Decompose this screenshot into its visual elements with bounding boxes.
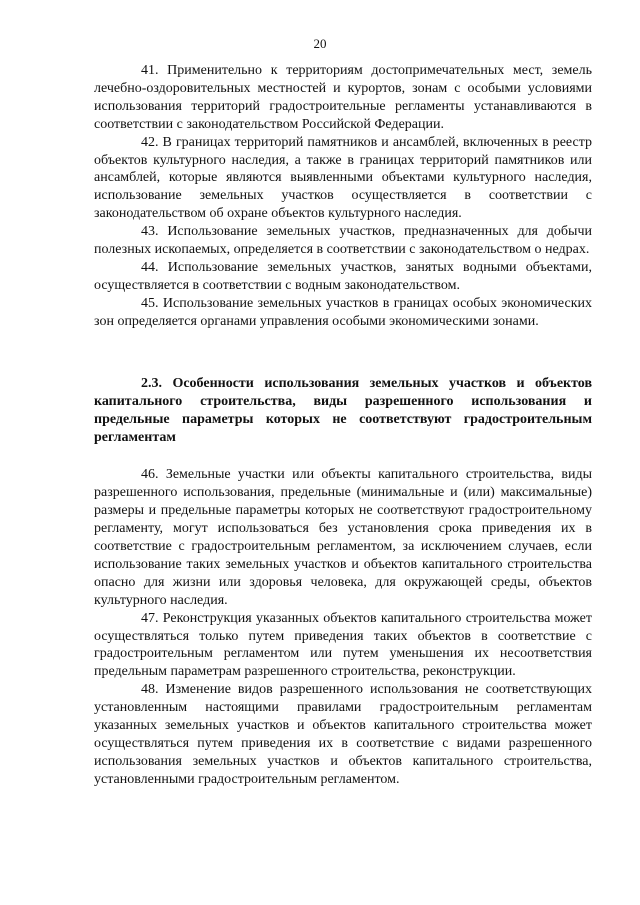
paragraph-47: 47. Реконструкция указанных объектов капитального строительства может осуществляться только путем приведения таких объектов в соответствие с градостроительным регламентом или путем уменьшения их несоответствия предельным параметрам разрешенного строительства, реконструкции. <box>94 610 592 680</box>
paragraph-42: 42. В границах территорий памятников и ансамблей, включенных в реестр объектов культурного наследия, а также в границах территорий памятников или ансамблей, которые являются выявленными объектами культурного наследия, использование земельных участков осуществляется в соответствии с законодательством об охране объектов культурного наследия. <box>94 134 592 222</box>
page-number: 20 <box>313 36 327 51</box>
paragraph-46: 46. Земельные участки или объекты капитального строительства, виды разрешенного использования, предельные (минимальные и (или) максимальные) размеры и предельные параметры которых не соответствуют градостроительному регламенту, могут использоваться без установления срока приведения их в соответствие с градостроительным регламентом, за исключением случаев, если использование таких земельных участков и объектов капитального строительства опасно для жизни или здоровья человека, для окружающей среды, объектов культурного наследия. <box>94 467 592 608</box>
paragraph-43: 43. Использование земельных участков, предназначенных для добычи полезных ископаемых, определяется в соответствии с законодательством о недрах. <box>94 224 592 258</box>
paragraph-48: 48. Изменение видов разрешенного использования не соответствующих установленным настоящими правилами градостроительным регламентам указанных земельных участков и объектов капитального строительства может осуществляться путем приведения их в соответствие с видами разрешенного использования земельных участков и объектов капитального строительства, установленными градостроительным регламентом. <box>94 682 592 787</box>
paragraph-41: 41. Применительно к территориям достопримечательных мест, земель лечебно-оздоровительных местностей и курортов, зонам с особыми условиями использования территорий градостроительные регламенты устанавливаются в соответствии с законодательством Российской Федерации. <box>94 63 592 132</box>
paragraph-45: 45. Использование земельных участков в границах особых экономических зон определяется органами управления особыми экономическими зонами. <box>94 295 592 329</box>
section-heading: 2.3. Особенности использования земельных участков и объектов капитального строительства, виды разрешенного использования и предельные параметры которых не соответствуют градостроительным регламентам <box>94 375 592 446</box>
paragraph-44: 44. Использование земельных участков, занятых водными объектами, осуществляется в соответствии с водным законодательством. <box>94 259 592 293</box>
document-body <box>94 62 592 789</box>
